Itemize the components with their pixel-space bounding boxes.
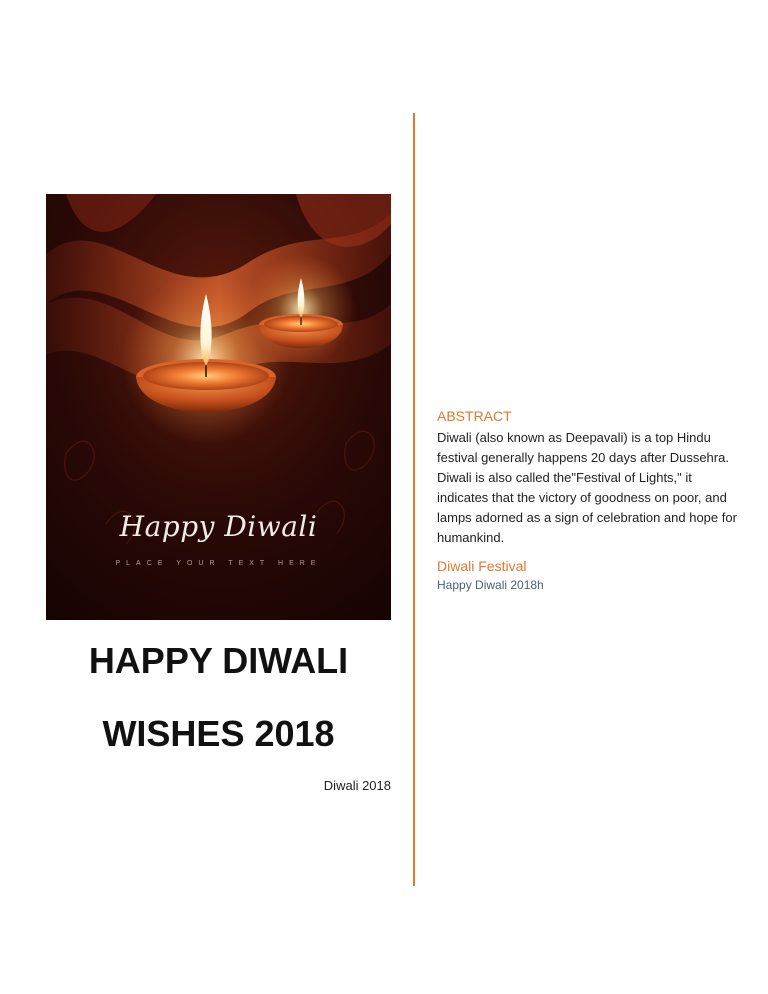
diya-illustration xyxy=(46,194,391,620)
vertical-divider xyxy=(413,113,415,886)
festival-heading: Diwali Festival xyxy=(437,558,527,574)
cover-title: Happy Diwali xyxy=(119,510,318,543)
document-subtitle: Diwali 2018 xyxy=(323,778,391,793)
title-line-1: HAPPY DIWALI xyxy=(88,640,349,681)
cover-subtitle: PLACE YOUR TEXT HERE xyxy=(115,560,322,567)
title-line-2: WISHES 2018 xyxy=(102,713,335,754)
cover-image xyxy=(46,194,391,620)
abstract-body: Diwali (also known as Deepavali) is a top Hindu festival generally happens 20 days after Dussehra. Diwali is also called the"Festival of Lights," it indicates that the victory of goodness on poor, and lamps adorned as a sign of celebration and hope for humankind. xyxy=(437,430,737,545)
abstract-heading: ABSTRACT xyxy=(437,408,512,424)
festival-subheading: Happy Diwali 2018h xyxy=(437,578,544,592)
